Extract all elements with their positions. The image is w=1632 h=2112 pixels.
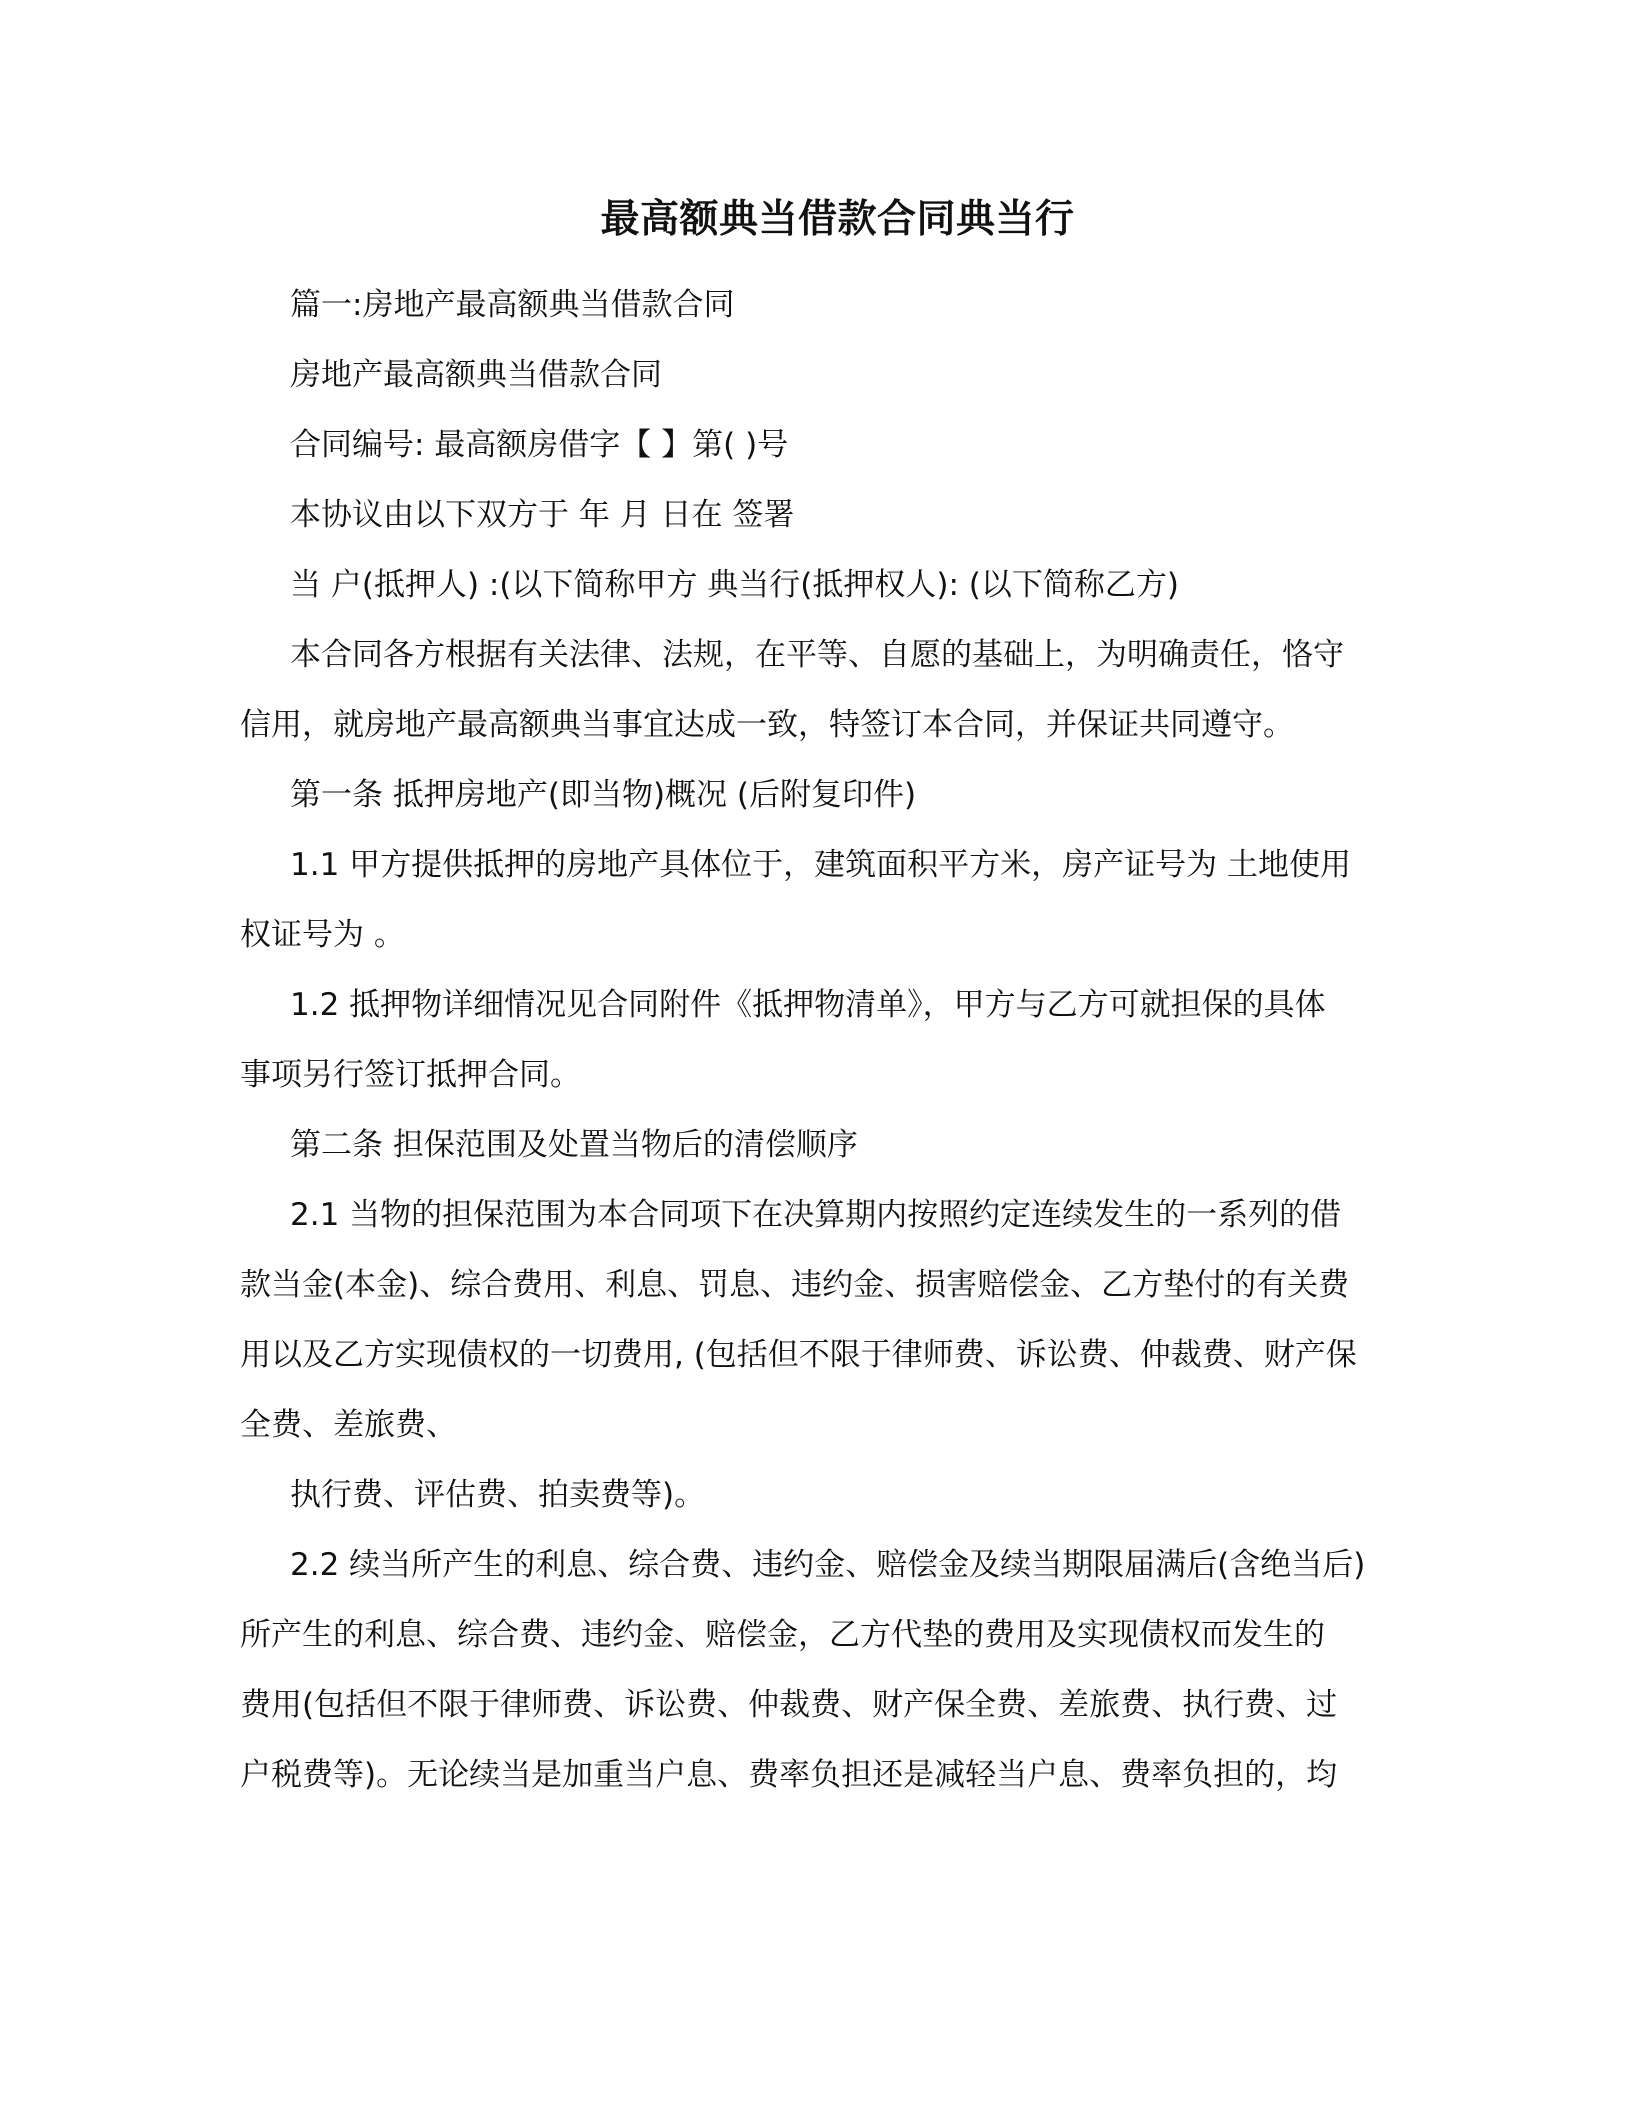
text-line: 信用，就房地产最高额典当事宜达成一致，特签订本合同，并保证共同遵守。 — [240, 707, 1294, 743]
text-line: 房地产最高额典当借款合同 — [290, 357, 662, 393]
text-line: 篇一:房地产最高额典当借款合同 — [290, 287, 735, 323]
text-line: 本协议由以下双方于 年 月 日在 签署 — [290, 497, 795, 533]
text-line: 当 户(抵押人) :(以下简称甲方 典当行(抵押权人): (以下简称乙方) — [290, 567, 1179, 603]
text-line: 用以及乙方实现债权的一切费用, (包括但不限于律师费、诉讼费、仲裁费、财产保 — [240, 1337, 1357, 1373]
text-line: 第二条 担保范围及处置当物后的清偿顺序 — [290, 1127, 858, 1163]
text-line: 第一条 抵押房地产(即当物)概况 (后附复印件) — [290, 777, 917, 813]
text-line: 款当金(本金)、综合费用、利息、罚息、违约金、损害赔偿金、乙方垫付的有关费 — [240, 1267, 1350, 1303]
text-line: 户税费等)。无论续当是加重当户息、费率负担还是减轻当户息、费率负担的，均 — [240, 1757, 1338, 1793]
text-line: 2.1 当物的担保范围为本合同项下在决算期内按照约定连续发生的一系列的借 — [290, 1197, 1342, 1233]
text-line: 执行费、评估费、拍卖费等)。 — [290, 1477, 706, 1513]
text-line: 2.2 续当所产生的利息、综合费、违约金、赔偿金及续当期限届满后(含绝当后) — [290, 1547, 1366, 1583]
text-line: 权证号为 。 — [240, 917, 405, 953]
document-title: 最高额典当借款合同典当行 — [600, 197, 1075, 242]
text-line: 所产生的利息、综合费、违约金、赔偿金，乙方代垫的费用及实现债权而发生的 — [240, 1617, 1325, 1653]
text-line: 费用(包括但不限于律师费、诉讼费、仲裁费、财产保全费、差旅费、执行费、过 — [240, 1687, 1338, 1723]
text-line: 全费、差旅费、 — [240, 1407, 457, 1443]
text-line: 事项另行签订抵押合同。 — [240, 1057, 581, 1093]
text-line: 合同编号: 最高额房借字【 】第( )号 — [290, 427, 789, 463]
text-line: 1.1 甲方提供抵押的房地产具体位于，建筑面积平方米，房产证号为 土地使用 — [290, 847, 1352, 883]
text-line: 1.2 抵押物详细情况见合同附件《抵押物清单》，甲方与乙方可就担保的具体 — [290, 987, 1326, 1023]
document-body — [240, 270, 1380, 1810]
text-line: 本合同各方根据有关法律、法规，在平等、自愿的基础上，为明确责任，恪守 — [290, 637, 1344, 673]
